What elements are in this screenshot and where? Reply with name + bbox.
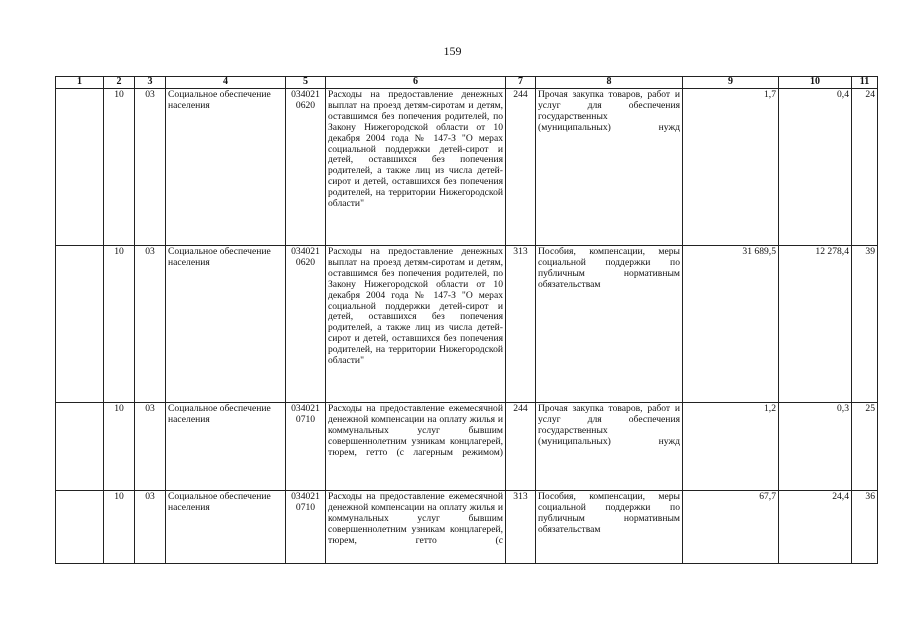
cell-section-name: Социальное обеспечение населения [166,89,286,246]
cell-expense-description: Расходы на предоставление денежных выплат на проезд детям-сиротам и детям, оставшимся без попечения родителей, по Закону Нижегородской области от 10 декабря 2004 года № 147-З "О мерах социальной поддержки детей-сирот и детей, оставшихся без попечения родителей, а также лиц из числа детей-сирот и детей, оставшихся без попечения родителей, на территории Нижегородской области" [326,89,506,246]
cell-expense-type-name: Пособия, компенсации, меры социальной поддержки по публичным нормативным обязательствам [536,246,683,403]
header-col-6: 6 [326,77,506,89]
cell-target-code: 034021 0710 [286,491,326,564]
cell-col-1 [56,89,104,246]
header-col-7: 7 [506,77,536,89]
header-col-2: 2 [104,77,135,89]
cell-amount-actual: 0,4 [779,89,852,246]
cell-amount-actual: 24,4 [779,491,852,564]
cell-subsection: 03 [135,246,166,403]
cell-amount-actual: 0,3 [779,403,852,491]
table-header-row [56,77,878,89]
cell-subsection: 03 [135,89,166,246]
cell-expense-type-code: 244 [506,403,536,491]
cell-expense-type-name: Прочая закупка товаров, работ и услуг для обеспечения государственных (муниципальных) нужд [536,403,683,491]
header-col-3: 3 [135,77,166,89]
header-col-5: 5 [286,77,326,89]
cell-section-name: Социальное обеспечение населения [166,491,286,564]
cell-section: 10 [104,89,135,246]
cell-expense-type-code: 313 [506,491,536,564]
cell-expense-type-name: Пособия, компенсации, меры социальной поддержки по публичным нормативным обязательствам [536,491,683,564]
header-col-11: 11 [852,77,878,89]
cell-amount-actual: 12 278,4 [779,246,852,403]
budget-table [55,76,878,564]
cell-target-code: 034021 0620 [286,89,326,246]
cell-expense-type-code: 244 [506,89,536,246]
cell-target-code: 034021 0710 [286,403,326,491]
cell-percent: 39 [852,246,878,403]
header-col-8: 8 [536,77,683,89]
cell-section: 10 [104,403,135,491]
header-col-1: 1 [56,77,104,89]
cell-subsection: 03 [135,491,166,564]
cell-section-name: Социальное обеспечение населения [166,246,286,403]
cell-section-name: Социальное обеспечение населения [166,403,286,491]
cell-percent: 36 [852,491,878,564]
cell-amount-plan: 31 689,5 [683,246,779,403]
table-row [56,403,878,491]
cell-amount-plan: 1,2 [683,403,779,491]
cell-col-1 [56,491,104,564]
cell-subsection: 03 [135,403,166,491]
cell-expense-description: Расходы на предоставление ежемесячной денежной компенсации на оплату жилья и коммунальных услуг бывшим совершеннолетним узникам концлагерей, тюрем, гетто (с лагерным режимом) [326,403,506,491]
cell-target-code: 034021 0620 [286,246,326,403]
cell-expense-type-name: Прочая закупка товаров, работ и услуг для обеспечения государственных (муниципальных) нужд [536,89,683,246]
cell-expense-type-code: 313 [506,246,536,403]
cell-col-1 [56,403,104,491]
cell-col-1 [56,246,104,403]
cell-section: 10 [104,491,135,564]
header-col-4: 4 [166,77,286,89]
cell-percent: 25 [852,403,878,491]
cell-section: 10 [104,246,135,403]
cell-amount-plan: 1,7 [683,89,779,246]
header-col-9: 9 [683,77,779,89]
page-number: 159 [443,44,462,58]
cell-expense-description: Расходы на предоставление ежемесячной денежной компенсации на оплату жилья и коммунальных услуг бывшим совершеннолетним узникам концлагерей, тюрем, гетто (с [326,491,506,564]
header-col-10: 10 [779,77,852,89]
cell-amount-plan: 67,7 [683,491,779,564]
table-row [56,491,878,564]
cell-percent: 24 [852,89,878,246]
table-row [56,89,878,246]
cell-expense-description: Расходы на предоставление денежных выплат на проезд детям-сиротам и детям, оставшимся без попечения родителей, по Закону Нижегородской области от 10 декабря 2004 года № 147-З "О мерах социальной поддержки детей-сирот и детей, оставшихся без попечения родителей, а также лиц из числа детей-сирот и детей, оставшихся без попечения родителей, на территории Нижегородской области" [326,246,506,403]
table-row [56,246,878,403]
